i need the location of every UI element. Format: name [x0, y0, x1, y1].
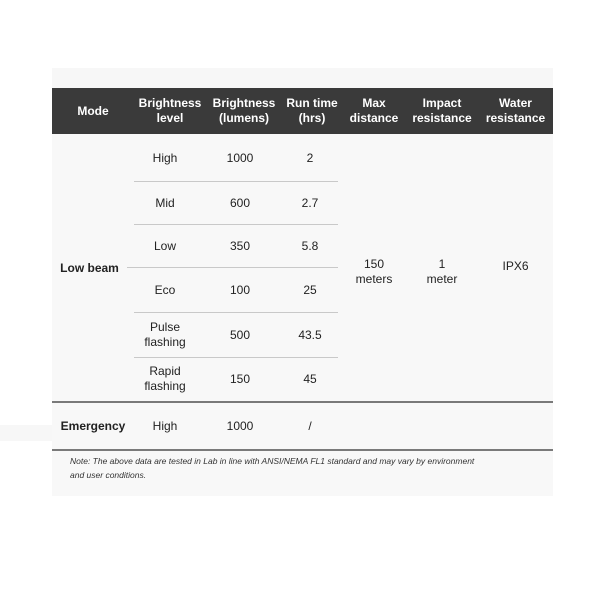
header-run-time-line1: Run time: [286, 96, 338, 110]
row-6-lumens: [206, 358, 274, 400]
row-3-level: [134, 225, 196, 267]
row-6-level: [134, 358, 196, 400]
top-band: [52, 68, 553, 88]
row-1-lumens: [206, 136, 274, 180]
row-3-lumens: [206, 225, 274, 267]
header-impact-resistance-line2: resistance: [412, 111, 472, 125]
table-header: [52, 88, 553, 134]
emergency-lumens-text: 1000: [226, 418, 254, 433]
row-1-runtime: [282, 136, 338, 180]
row-6-runtime-text: 45: [303, 371, 317, 386]
header-mode: [52, 88, 134, 134]
row-3-lumens-text: 350: [229, 238, 251, 253]
row-3-level-text: Low: [153, 238, 176, 253]
emergency-level-text: High: [152, 418, 178, 433]
header-brightness-level-line1: Brightness: [138, 96, 202, 110]
header-brightness-lumens: [206, 88, 282, 134]
header-water-resistance: [478, 88, 553, 134]
max-distance-line2: meters: [355, 272, 393, 286]
emergency-runtime: [282, 403, 338, 449]
footnote-line1: Note: The above data are tested in Lab in line with ANSI/NEMA FL1 standard and may vary by environment: [70, 456, 475, 466]
row-6-lumens-text: 150: [229, 371, 251, 386]
header-water-resistance-line2: resistance: [485, 111, 546, 125]
row-6-runtime: [282, 358, 338, 400]
header-max-distance-line1: Max: [362, 96, 386, 110]
mode-emergency: [52, 403, 134, 449]
header-mode-label: Mode: [77, 103, 109, 118]
impact-resistance-value: [406, 136, 478, 408]
header-run-time-line2: (hrs): [298, 111, 326, 125]
emergency-lumens: [206, 403, 274, 449]
row-1-runtime-text: 2: [306, 150, 314, 165]
max-distance-value: [342, 136, 406, 408]
header-brightness-level: [134, 88, 206, 134]
mode-low-beam: [52, 136, 127, 400]
spec-table-panel: [52, 68, 553, 496]
header-max-distance: [342, 88, 406, 134]
max-distance-line1: 150: [363, 257, 385, 271]
header-run-time: [282, 88, 342, 134]
header-max-distance-line2: distance: [349, 111, 399, 125]
header-brightness-lumens-line1: Brightness: [212, 96, 276, 110]
row-4-runtime: [282, 268, 338, 312]
row-3-runtime: [282, 225, 338, 267]
row-5-lumens-text: 500: [229, 327, 251, 342]
water-resistance-value: [478, 136, 553, 396]
mode-emergency-label: Emergency: [60, 418, 126, 433]
row-4-lumens-text: 100: [229, 282, 251, 297]
row-4-lumens: [206, 268, 274, 312]
row-1-level-text: High: [152, 150, 178, 165]
row-2-level: [134, 182, 196, 224]
row-1-lumens-text: 1000: [226, 150, 254, 165]
row-5-lumens: [206, 313, 274, 357]
row-5-level: [134, 313, 196, 357]
row-1-level: [134, 136, 196, 180]
left-edge-mark: [0, 425, 52, 441]
mode-low-beam-label: Low beam: [60, 260, 119, 275]
impact-resistance-line2: meter: [426, 272, 458, 286]
footnote: [70, 454, 540, 482]
row-2-lumens-text: 600: [229, 195, 251, 210]
header-impact-resistance-line1: Impact: [422, 96, 462, 110]
header-brightness-lumens-line2: (lumens): [218, 111, 269, 125]
water-resistance-text: IPX6: [502, 258, 529, 273]
emergency-runtime-text: /: [308, 418, 312, 433]
row-2-level-text: Mid: [155, 195, 175, 210]
header-impact-resistance: [406, 88, 478, 134]
row-3-runtime-text: 5.8: [301, 238, 319, 253]
row-5-runtime-text: 43.5: [298, 327, 322, 342]
row-4-level-text: Eco: [154, 282, 176, 297]
row-5-level-line2: flashing: [144, 335, 186, 349]
header-water-resistance-line1: Water: [499, 96, 532, 110]
row-5-level-line1: Pulse: [149, 320, 181, 334]
impact-resistance-line1: 1: [438, 257, 446, 271]
row-4-level: [134, 268, 196, 312]
emergency-level: [134, 403, 196, 449]
row-4-runtime-text: 25: [303, 282, 317, 297]
row-6-level-line2: flashing: [144, 379, 186, 393]
row-5-runtime: [282, 313, 338, 357]
table-bottom-divider: [52, 449, 553, 451]
header-brightness-level-line2: level: [156, 111, 184, 125]
row-2-lumens: [206, 182, 274, 224]
row-6-level-line1: Rapid: [149, 364, 181, 378]
row-2-runtime: [282, 182, 338, 224]
footnote-line2: and user conditions.: [70, 470, 147, 480]
row-2-runtime-text: 2.7: [301, 195, 319, 210]
